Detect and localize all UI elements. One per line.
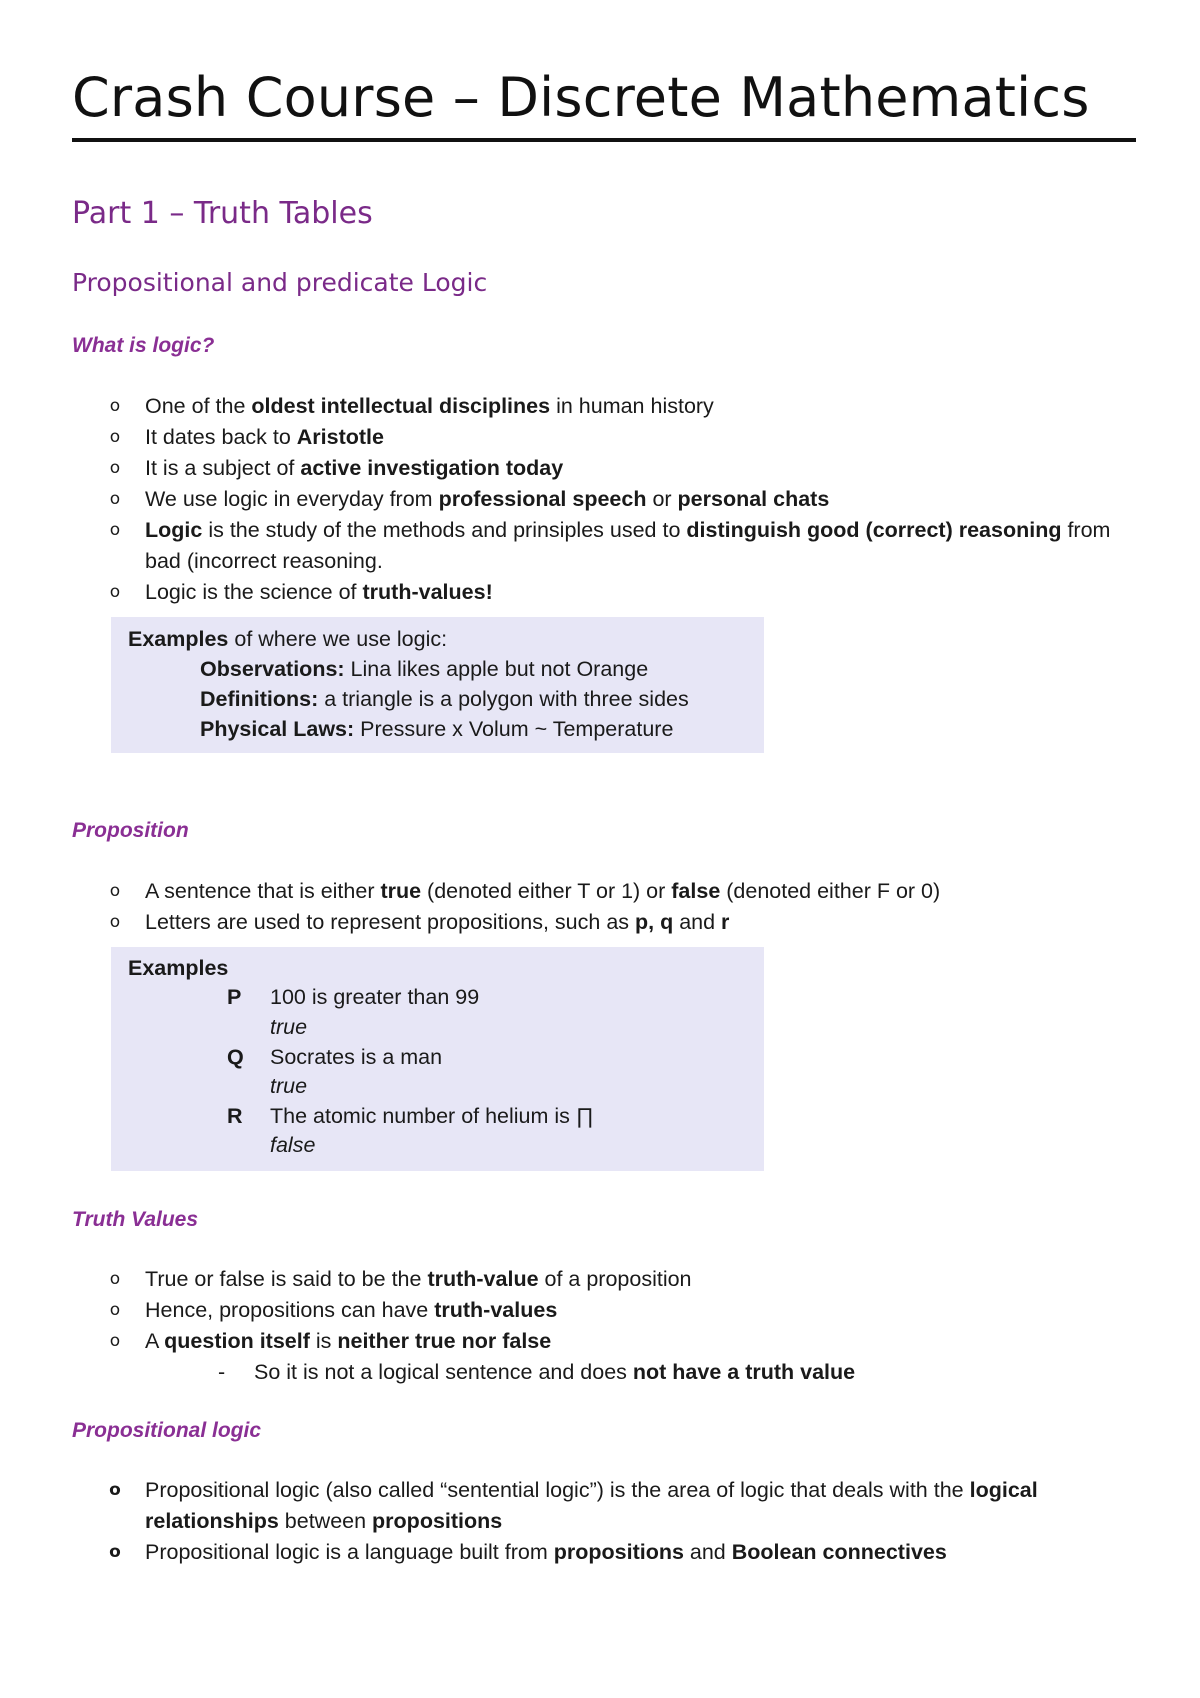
bullet-icon: o (109, 489, 121, 509)
heading-truth-values: Truth Values (72, 1208, 199, 1231)
heading-what-is-logic: What is logic? (72, 334, 215, 357)
examples-box-logic (111, 617, 764, 753)
dash-icon: - (218, 1360, 226, 1384)
bullet-icon: o (109, 427, 121, 447)
bullet-icon: o (109, 520, 121, 540)
example-row: Observations: Lina likes apple but not Orange (200, 657, 649, 681)
proposition-truth-value: true (270, 1015, 308, 1039)
examples-box-title: Examples (128, 956, 229, 980)
example-row: Definitions: a triangle is a polygon with three sides (200, 687, 689, 711)
proposition-letter: P (227, 985, 242, 1009)
bullet-icon: o (109, 1331, 121, 1351)
bullet-icon: o (109, 458, 121, 478)
document-title: Crash Course – Discrete Mathematics (72, 66, 1090, 129)
part-heading: Part 1 – Truth Tables (72, 196, 373, 231)
examples-box-proposition (111, 947, 764, 1171)
example-row: Physical Laws: Pressure x Volum ~ Temperature (200, 717, 674, 741)
bullet-icon: o (109, 582, 121, 602)
bullet-icon: o (109, 1269, 121, 1289)
bullet-icon: o (109, 1300, 121, 1320)
proposition-truth-value: false (270, 1133, 316, 1157)
bullet-icon: o (109, 396, 121, 416)
examples-box-title: Examples of where we use logic: (128, 627, 448, 651)
heading-propositional-logic: Propositional logic (72, 1419, 262, 1442)
bullet-icon: o (109, 912, 121, 932)
bullet-icon: o (109, 881, 121, 901)
proposition-statement: The atomic number of helium is ∏ (270, 1104, 594, 1128)
proposition-letter: R (227, 1104, 243, 1128)
proposition-truth-value: true (270, 1074, 308, 1098)
document-page: Crash Course – Discrete Mathematics Part 1 – Truth Tables Propositional and predicate Logic What is logic? o One of the oldest intellectual disciplines in human history o It dates back to Aristotle o It is a subject of active investigation today o We use logic in everyday from professional speech or personal chats o Logic is the study of the methods and prinsiples used to distinguish good (correct) reasoning from bad (incorrect reasoning. o Logic is the science of truth-values! Examples of where we use logic: Observations: Lina likes apple but not Orange Definitions: a triangle is a polygon with three sides Physical Laws: Pressure x Volum ~ Temperature Proposition o A sentence that is either true (denoted either T or 1) or false (denoted either F or 0) o Letters are used to represent propositions, such as p, q and r Examples P 100 is greater than 99 true Q Socrates is a man true R The atomic number of helium is ∏ false Truth Values o True or false is said to be the truth-value of a proposition o Hence, propositions can have truth-values o A question itself is neither true nor false - So it is not a logical sentence and does not have a truth value Propositional logic o Propositional logic (also called “sentential logic”) is the area of logic that deals with the logical relationships between propositions o Propositional logic is a language built from propositions and Boolean connectives (0, 0, 1200, 1698)
proposition-letter: Q (227, 1045, 244, 1069)
proposition-statement: 100 is greater than 99 (270, 985, 480, 1009)
title-underline (72, 138, 1136, 142)
heading-proposition: Proposition (72, 819, 189, 842)
proposition-statement: Socrates is a man (270, 1045, 443, 1069)
section-heading: Propositional and predicate Logic (72, 268, 488, 297)
bullet-icon: o (109, 1480, 121, 1500)
bullet-icon: o (109, 1542, 121, 1562)
